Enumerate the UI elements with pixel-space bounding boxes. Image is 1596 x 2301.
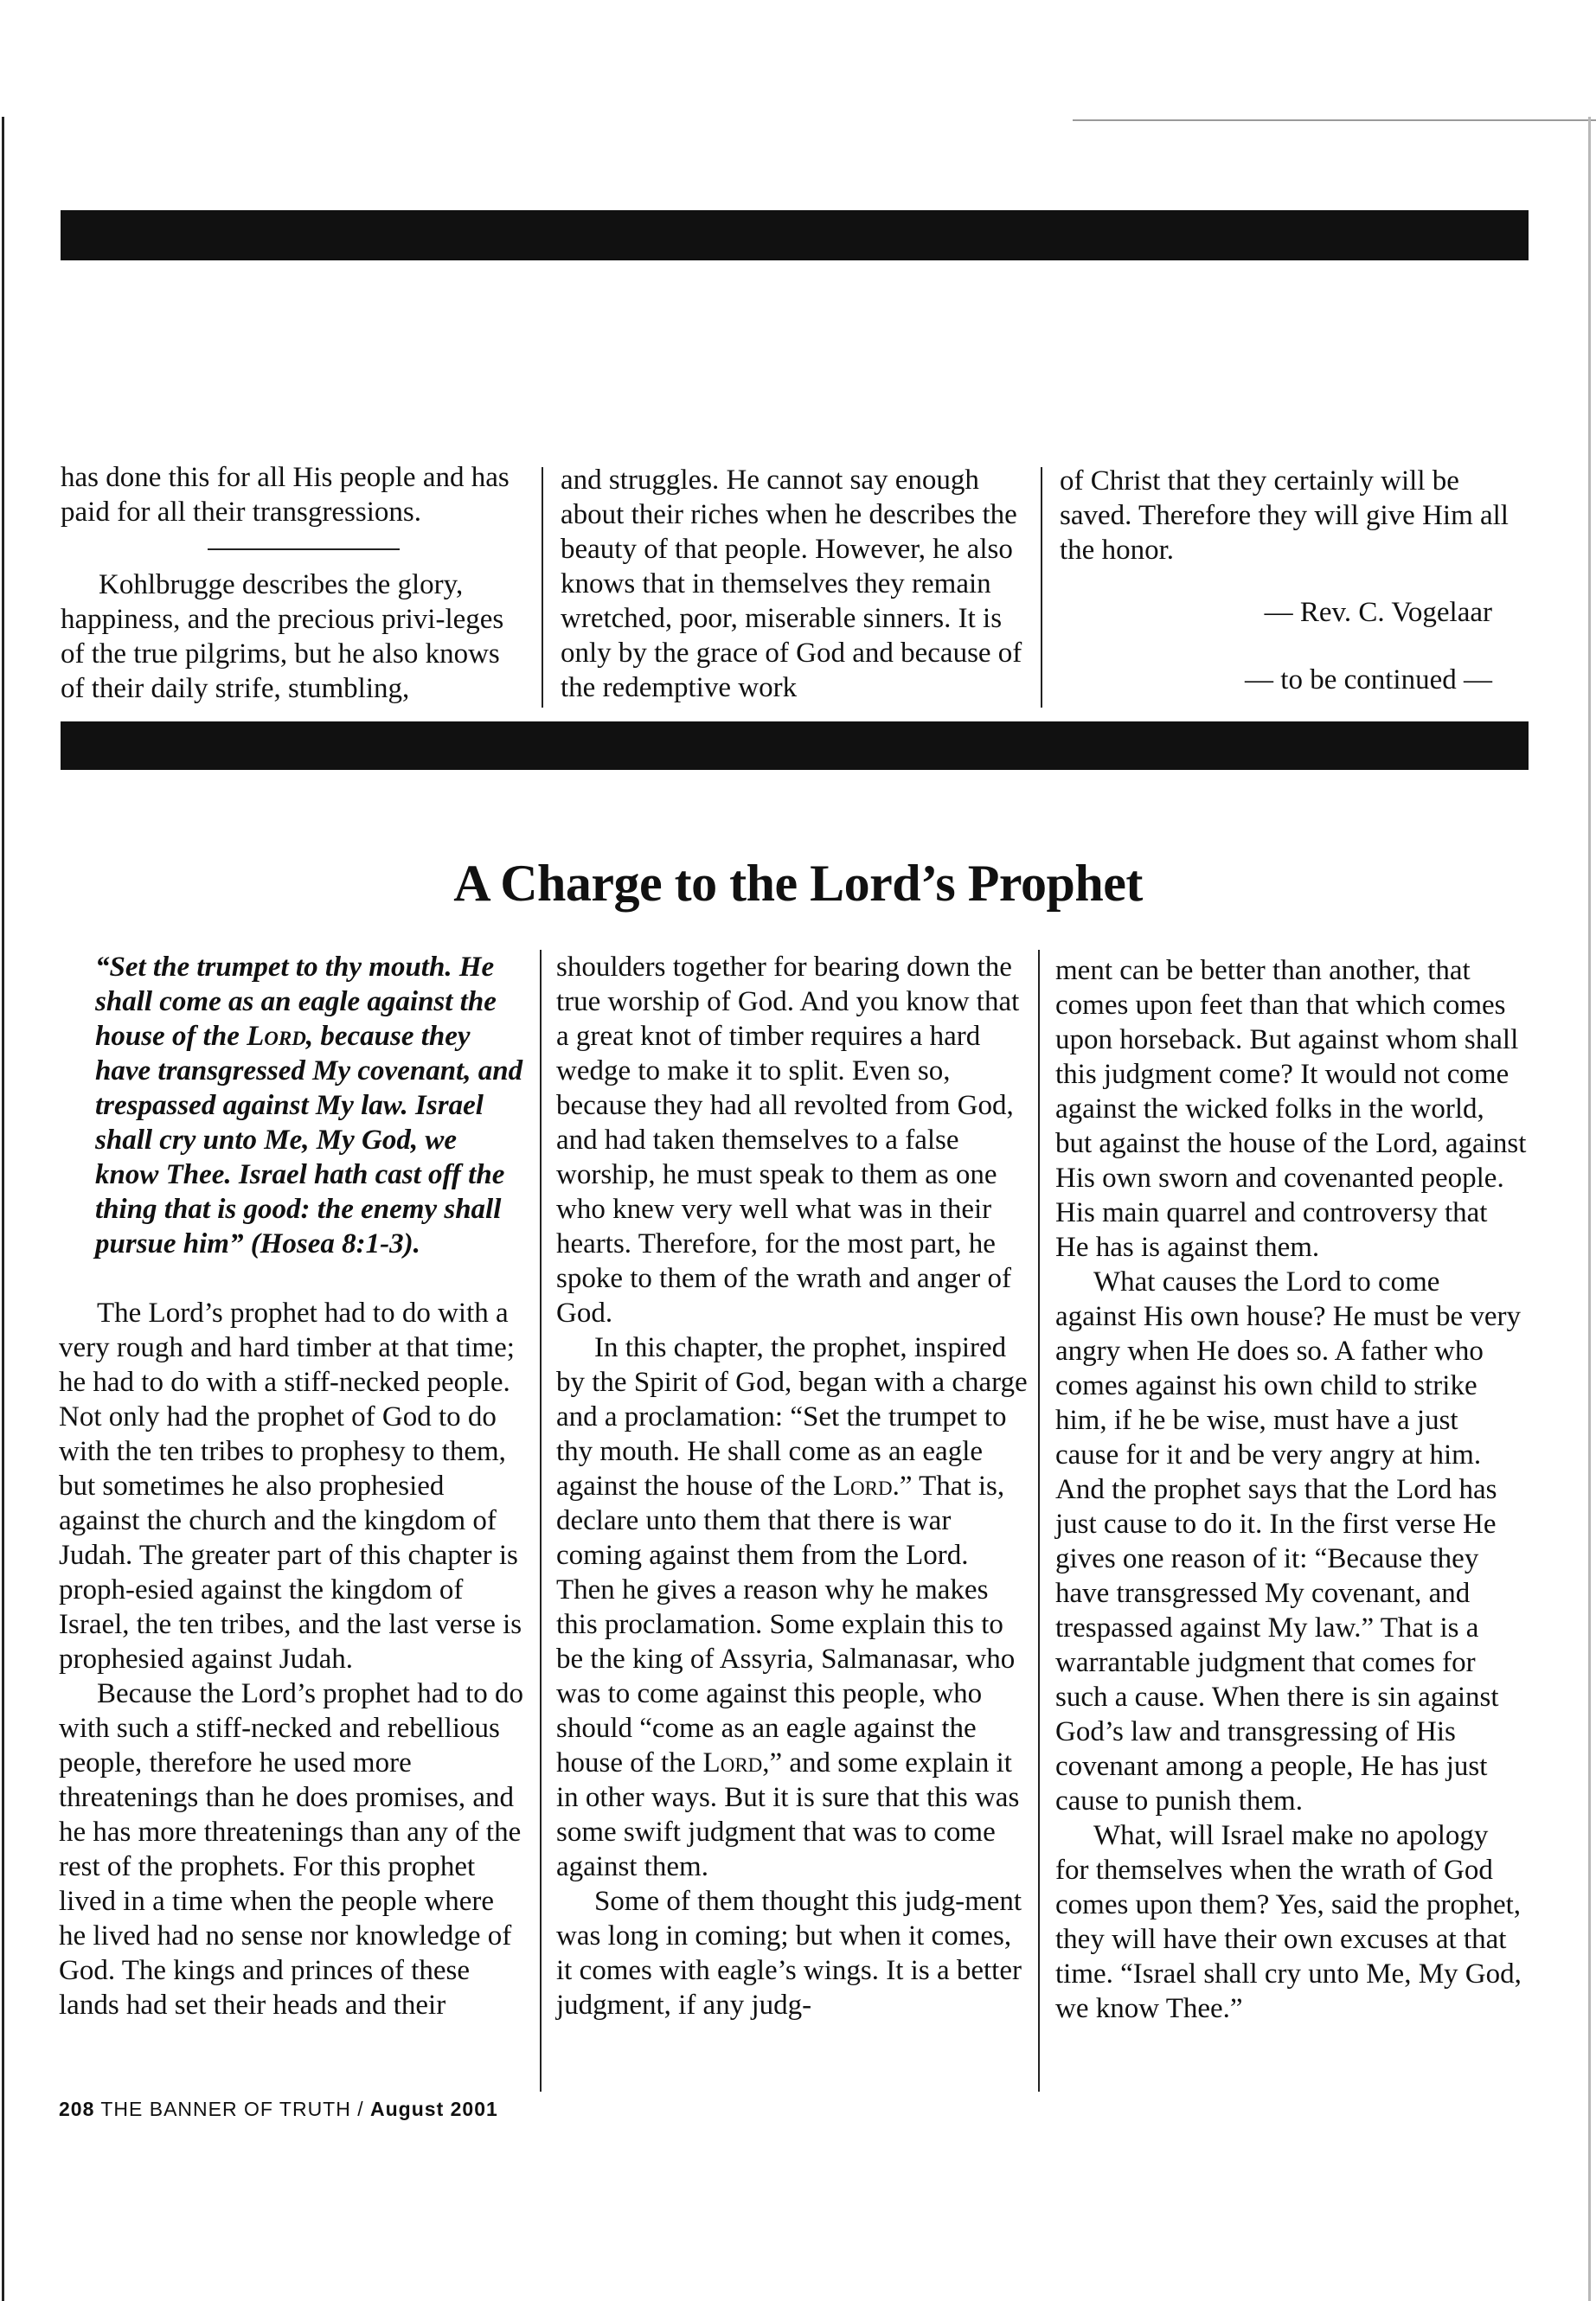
top-black-bar bbox=[61, 210, 1529, 260]
continuation-paragraph: has done this for all His people and has paid for all their transgressions. bbox=[61, 462, 510, 528]
issue-date: August 2001 bbox=[370, 2098, 498, 2120]
article-paragraph: What causes the Lord to come against His own house? He must be very angry when He does so. A father who comes against his own child to strike him, if he be wise, must have a just cause for it and be very angry at him. And the prophet says that the Lord has just cause to do it. In the first verse He gives one reason of it: “Because they have transgressed My covenant, and trespassed against My law.” That is a warrantable judgment that comes for such a cause. When there is sin against God’s law and transgressing of His covenant among a people, He has just cause to punish them. bbox=[1055, 1266, 1521, 1817]
continuation-paragraph: and struggles. He cannot say enough about their riches when he describes the beauty of that people. However, he also knows that in themselves they remain wretched, poor, miserable sinners. It is only by the grace of God and because of the redemptive work bbox=[561, 465, 1022, 703]
continuation-paragraph: Kohlbrugge describes the glory, happiness, and the precious privi-leges of the true pilgrims, but he also knows of their daily strife, stumbling, bbox=[61, 569, 504, 704]
scan-edge-top bbox=[1073, 119, 1596, 121]
article-paragraph: Because the Lord’s prophet had to do with such a stiff-necked and rebellious people, therefore he used more threatenings than he does promises, and he has more threatenings than any of the rest of the prophets. For this prophet lived in a time when the people where he lived had no sense nor knowledge of God. The kings and princes of these lands had set their heads and their bbox=[59, 1678, 524, 2021]
section-divider-rule bbox=[208, 548, 400, 550]
author-signature: — Rev. C. Vogelaar bbox=[1264, 597, 1492, 628]
column-divider bbox=[1041, 467, 1042, 708]
article-column-1 bbox=[59, 950, 526, 2022]
article-column-3 bbox=[1055, 953, 1527, 2026]
column-divider bbox=[1038, 950, 1040, 2092]
continuation-paragraph: of Christ that they certainly will be saved. Therefore they will give Him all the honor. bbox=[1060, 465, 1509, 566]
scripture-epigraph: “Set the trumpet to thy mouth. He shall come as an eagle against the house of the Lord, because they have transgressed My covenant, and trespassed against My law. Israel shall cry unto Me, My God, we know Thee. Israel hath cast off the thing that is good: the enemy shall pursue him” (Hosea 8:1-3). bbox=[95, 952, 523, 1259]
footer-separator: / bbox=[357, 2098, 364, 2120]
publication-name: THE BANNER OF TRUTH bbox=[100, 2098, 351, 2120]
continuation-column-2 bbox=[561, 463, 1032, 705]
article-paragraph: shoulders together for bearing down the true worship of God. And you know that a great knot of timber requires a hard wedge to make it to split. Even so, because they had all revolted from God, and had taken themselves to a false worship, he must speak to them as one who knew very well what was in their hearts. Therefore, for the most part, he spoke to them of the wrath and anger of God. bbox=[556, 952, 1020, 1329]
page-number: 208 bbox=[59, 2098, 95, 2120]
continuation-column-3 bbox=[1060, 464, 1527, 697]
page-footer bbox=[59, 2098, 498, 2121]
middle-black-bar bbox=[61, 721, 1529, 770]
article-column-2 bbox=[556, 950, 1028, 2022]
article-paragraph: What, will Israel make no apology for themselves when the wrath of God comes upon them? Yes, said the prophet, they will have their own excuses at that time. “Israel shall cry unto Me, My God, we know Thee.” bbox=[1055, 1820, 1522, 2024]
column-divider bbox=[540, 950, 542, 2092]
to-be-continued-note: — to be continued — bbox=[1245, 664, 1492, 695]
article-paragraph: The Lord’s prophet had to do with a very rough and hard timber at that time; he had to do with a stiff-necked people. Not only had the prophet of God to do with the ten tribes to prophesy to them, but sometimes he also prophesied against the church and the kingdom of Judah. The greater part of this chapter is proph-esied against the kingdom of Israel, the ten tribes, and the last verse is prophesied against Judah. bbox=[59, 1298, 522, 1675]
article-paragraph: ment can be better than another, that comes upon feet than that which comes upon horseback. But against whom shall this judgment come? It would not come against the wicked folks in the world, but against the house of the Lord, against His own sworn and covenanted people. His main quarrel and controversy that He has is against them. bbox=[1055, 955, 1527, 1263]
scan-edge-right bbox=[1588, 117, 1591, 2301]
article-paragraph: Some of them thought this judg-ment was long in coming; but when it comes, it comes with eagle’s wings. It is a better judgment, if any judg- bbox=[556, 1886, 1022, 2021]
article-title: A Charge to the Lord’s Prophet bbox=[453, 855, 1143, 913]
column-divider bbox=[542, 467, 543, 708]
continuation-column-1 bbox=[61, 460, 519, 706]
article-paragraph: In this chapter, the prophet, inspired by the Spirit of God, began with a charge and a proclamation: “Set the trumpet to thy mouth. He shall come as an eagle against the house of the Lord.” That is, declare unto them that there is war coming against them from the Lord. Then he gives a reason why he makes this proclamation. Some explain this to be the king of Assyria, Salmanasar, who was to come against this people, who should “come as an eagle against the house of the Lord,” and some explain it in other ways. But it is sure that this was some swift judgment that was to come against them. bbox=[556, 1332, 1028, 1882]
scan-edge-left bbox=[2, 117, 4, 2301]
